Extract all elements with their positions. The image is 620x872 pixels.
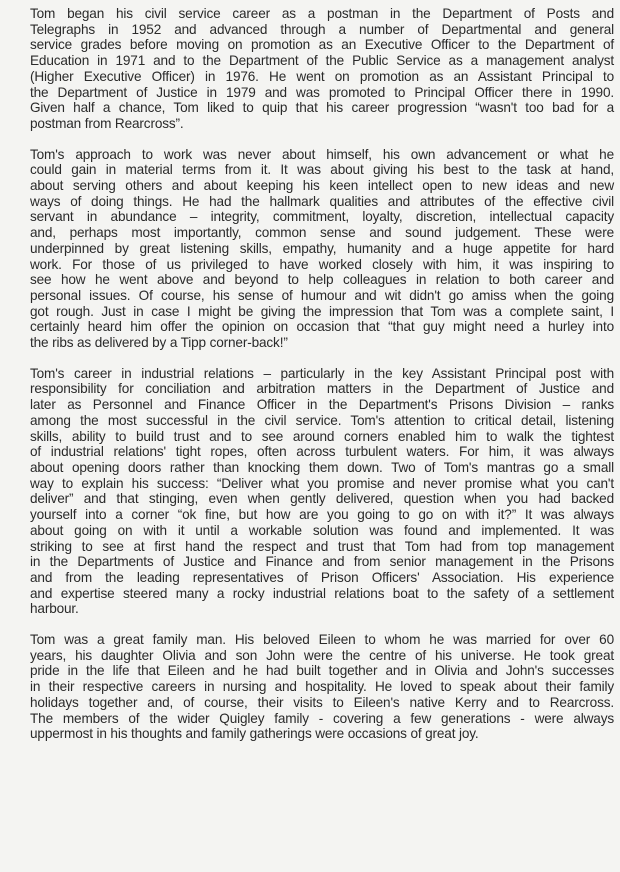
text-line: work. For those of us privileged to have worked closely with him, it was inspiring to [30,256,614,272]
text-line: Tom's approach to work was never about himself, his own advancement or what he [30,146,614,162]
text-line: Tom's career in industrial relations – particularly in the key Assistant Principal post with [30,365,614,381]
text-line: underpinned by great listening skills, empathy, humanity and a huge appetite for hard [30,240,614,256]
text-line: ways of doing things. He had the hallmark qualities and attributes of the effective civil [30,193,614,209]
text-line: Tom began his civil service career as a postman in the Department of Posts and [30,6,614,21]
text-line: about going on with it until a workable solution was found and implemented. It was [30,522,614,538]
text-line: and from the leading representatives of Prison Officers' Association. His experience [30,569,614,585]
text-line: servant in abundance – integrity, commitment, loyalty, discretion, intellectual capacity [30,209,614,225]
text-line: in their respective careers in nursing and hospitality. He loved to speak about their family [30,679,614,695]
text-line: deliver” and that stinging, even when gently delivered, question when you had backed [30,491,614,507]
paragraph-family [30,632,614,742]
text-line: the ribs as delivered by a Tipp corner-back!” [30,335,288,351]
text-line: Tom was a great family man. His beloved Eileen to whom he was married for over 60 [30,632,614,648]
text-line: striking to see at first hand the respect and trust that Tom had from top management [30,538,614,554]
text-line: The members of the wider Quigley family - covering a few generations - were always [30,710,614,726]
text-line: Telegraphs in 1952 and advanced through a number of Departmental and general [30,21,614,37]
text-line: in the Departments of Justice and Finance and from senior management in the Prisons [30,554,614,570]
text-line: yourself into a corner “ok fine, but how are you going to go on with it?” It was always [30,507,614,523]
text-line: responsibility for conciliation and arbitration matters in the Department of Justice and [30,381,614,397]
text-line: about opening doors rather than knocking them down. Two of Tom's mantras go a small [30,459,614,475]
text-line: years, his daughter Olivia and son John were the centre of his universe. He took great [30,647,614,663]
paragraph-industrial-relations [30,366,614,617]
text-line: could gain in material terms from it. It was about giving his best to the task at hand, [30,162,614,178]
text-line: holidays together and, of course, their visits to Eileen's native Kerry and to Rearcross. [30,694,614,710]
text-line: service grades before moving on promotion as an Executive Officer to the Department of [30,37,614,53]
text-line: postman from Rearcross”. [30,115,184,131]
paragraph-approach [30,147,614,351]
text-line: Given half a chance, Tom liked to quip that his career progression “wasn't too bad for a [30,100,614,116]
text-line: got rough. Just in case I might be giving the impression that Tom was a complete saint, I [30,303,614,319]
text-line: uppermost in his thoughts and family gatherings were occasions of great joy. [30,726,479,742]
text-line: Education in 1971 and to the Department of the Public Service as a management analyst [30,53,614,69]
document-body [30,6,614,742]
text-line: way to explain his success: “Deliver what you promise and never promise what you can't [30,475,614,491]
text-line: certainly heard him offer the opinion on occasion that “that guy might need a hurley into [30,319,614,335]
text-line: pride in the life that Eileen and he had built together and in Olivia and John's successes [30,663,614,679]
text-line: personal issues. Of course, his sense of humour and wit didn't go amiss when the going [30,287,614,303]
text-line: (Higher Executive Officer) in 1976. He went on promotion as an Assistant Principal to [30,68,614,84]
text-line: about serving others and about keeping his keen intellect open to new ideas and new [30,178,614,194]
text-line: skills, ability to build trust and to see around corners enabled him to walk the tightest [30,428,614,444]
paragraph-career [30,6,614,132]
text-line: see how he went above and beyond to help colleagues in relation to both career and [30,272,614,288]
text-line: among the most successful in the civil service. Tom's attention to critical detail, listening [30,412,614,428]
text-line: the Department of Justice in 1979 and was promoted to Principal Officer there in 1990. [30,84,614,100]
text-line: and expertise steered many a rocky industrial relations boat to the safety of a settlement [30,585,614,601]
text-line: harbour. [30,601,79,617]
text-line: of industrial relations' tight ropes, often across turbulent waters. For him, it was always [30,444,614,460]
text-line: and, perhaps most importantly, common sense and sound judgement. These were [30,225,614,241]
text-line: later as Personnel and Finance Officer in the Department's Prisons Division – ranks [30,397,614,413]
